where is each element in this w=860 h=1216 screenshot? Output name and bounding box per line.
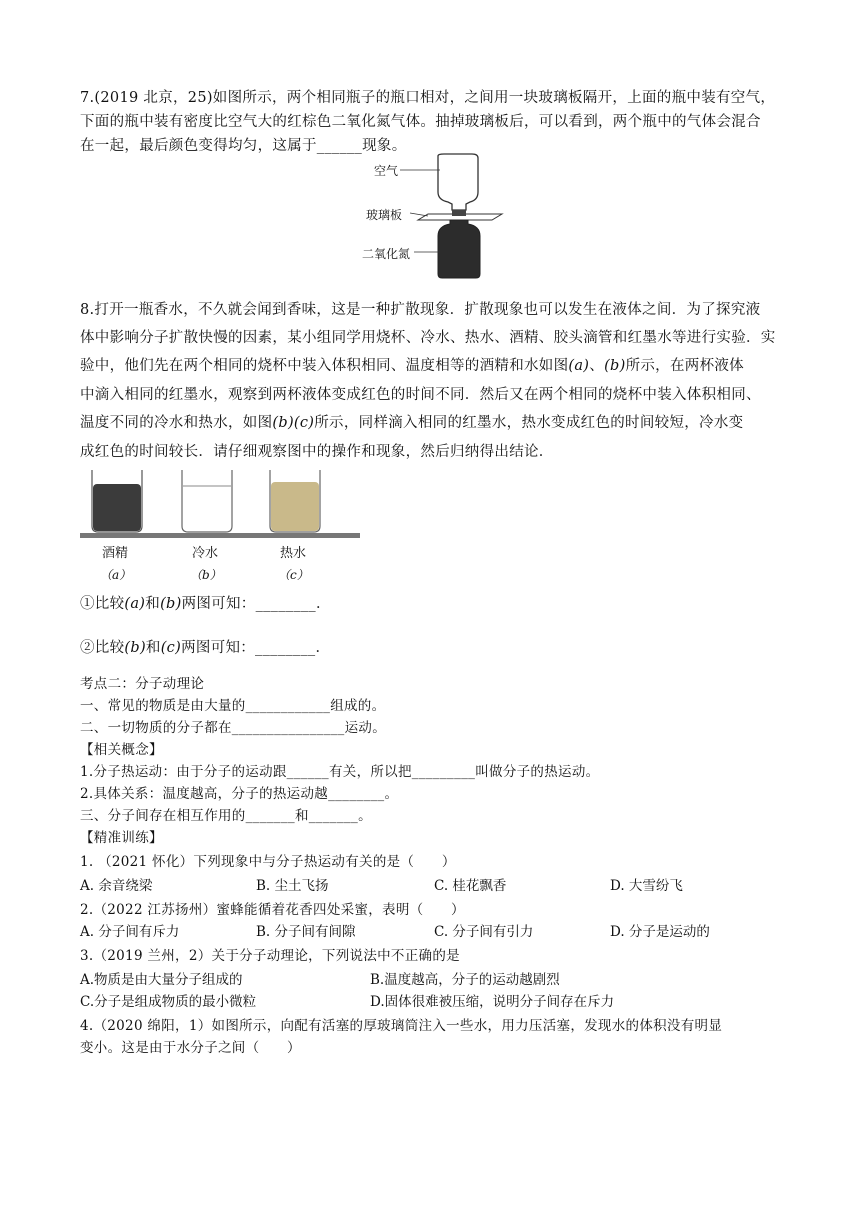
sub1-and: 和 (145, 596, 161, 612)
q8-fig-ref-bc: (b)(c) (272, 415, 315, 431)
q8-line-4: 中滴入相同的红墨水，观察到两杯液体变成红色的时间不同．然后又在两个相同的烧杯中装入体积相同、 (80, 387, 761, 403)
t3-option-a: A.物质是由大量分子组成的 (80, 972, 243, 988)
label-no2: 二氧化氮 (362, 247, 411, 261)
sub1-ref-a: (a) (124, 596, 146, 612)
q8-line-2: 体中影响分子扩散快慢的因素，某小组同学用烧杯、冷水、热水、酒精、胶头滴管和红墨水等进行实验．实 (80, 330, 776, 346)
beaker-c-label: 热水 (280, 546, 307, 561)
concept-header: 【相关概念】 (80, 742, 163, 758)
t2-stem: 2.（2022 江苏扬州）蜜蜂能循着花香四处采蜜，表明（ ） (80, 902, 465, 918)
label-glass-plate: 玻璃板 (366, 208, 403, 222)
beakers-figure (80, 466, 360, 584)
sub1-ref-b: (b) (160, 596, 182, 612)
t1-option-b: B. 尘土飞扬 (256, 878, 329, 894)
t3-option-d: D.固体很难被压缩，说明分子间存在斥力 (370, 994, 615, 1010)
q8-line-3 (80, 354, 744, 375)
sub2-prefix: ②比较 (80, 640, 125, 656)
q8-fig-ref-a: (a) (568, 358, 590, 374)
section-line-1: 一、常见的物质是由大量的____________组成的。 (80, 698, 386, 714)
section-title: 考点二：分子动理论 (80, 676, 205, 692)
t2-option-b: B. 分子间有间隙 (256, 924, 356, 940)
t2-option-a: A. 分子间有斥力 (80, 924, 180, 940)
t1-option-a: A. 余音绕梁 (80, 878, 153, 894)
t4-line-2: 变小。这是由于水分子之间（ ） (80, 1040, 301, 1056)
caption-b: （b） (190, 568, 222, 582)
t1-stem: 1. （2021 怀化）下列现象中与分子热运动有关的是（ ） (80, 854, 456, 870)
q8-line-5-text: 温度不同的冷水和热水，如图 (80, 415, 273, 431)
t2-option-d: D. 分子是运动的 (610, 924, 710, 940)
training-header: 【精准训练】 (80, 830, 163, 846)
q8-line-6: 成红色的时间较长．请仔细观察图中的操作和现象，然后归纳得出结论． (80, 444, 554, 460)
section-line-3: 三、分子间存在相互作用的_______和_______。 (80, 808, 372, 824)
t1-option-c: C. 桂花飘香 (434, 878, 507, 894)
t3-option-b: B.温度越高，分子的运动越剧烈 (370, 972, 560, 988)
t1-option-d: D. 大雪纷飞 (610, 878, 683, 894)
t3-option-c: C.分子是组成物质的最小微粒 (80, 994, 257, 1010)
sub2-ref-c: (c) (160, 640, 182, 656)
q8-line-5-tail: 所示，同样滴入相同的红墨水，热水变成红色的时间较短，冷水变 (314, 415, 744, 431)
section-line-2: 二、一切物质的分子都在________________运动。 (80, 720, 386, 736)
q8-line-5 (80, 411, 743, 432)
q8-sub-2 (80, 636, 330, 657)
sub1-tail: 两图可知：________． (181, 596, 331, 612)
beaker-b-label: 冷水 (192, 546, 219, 561)
q8-line-3-sep: 、 (589, 358, 605, 374)
q8-line-1: 8.打开一瓶香水，不久就会闻到香味，这是一种扩散现象．扩散现象也可以发生在液体之间．为了探究液 (80, 302, 761, 318)
t4-line-1: 4.（2020 绵阳，1）如图所示，向配有活塞的厚玻璃筒注入一些水，用力压活塞，发现水的体积没有明显 (80, 1018, 723, 1034)
beakers-diagram (80, 466, 360, 544)
sub1-prefix: ①比较 (80, 596, 125, 612)
q8-line-3-tail: 所示，在两杯液体 (625, 358, 744, 374)
sub2-ref-b: (b) (124, 640, 146, 656)
q8-line-3-text: 验中，他们先在两个相同的烧杯中装入体积相同、温度相等的酒精和水如图 (80, 358, 569, 374)
q7-line-2: 下面的瓶中装有密度比空气大的红棕色二氧化氮气体。抽掉玻璃板后，可以看到，两个瓶中的气体会混合 (80, 114, 761, 130)
sub2-tail: 两图可知：________． (181, 640, 331, 656)
label-air: 空气 (374, 164, 399, 178)
q8-sub-1 (80, 592, 331, 613)
sub2-and: 和 (145, 640, 161, 656)
beaker-a-label: 酒精 (102, 546, 129, 561)
t2-option-c: C. 分子间有引力 (434, 924, 534, 940)
q7-line-1: 7.(2019 北京，25)如图所示，两个相同瓶子的瓶口相对，之间用一块玻璃板隔开，上面的瓶中装有空气， (80, 90, 776, 106)
caption-a: （a） (100, 568, 132, 582)
bottles-figure (360, 152, 520, 282)
q8-fig-ref-b: (b) (604, 358, 626, 374)
caption-c: （c） (278, 568, 309, 582)
concept-line-1: 1.分子热运动：由于分子的运动跟______有关，所以把_________叫做分子的热运动。 (80, 764, 600, 780)
q7-line-3: 在一起，最后颜色变得均匀，这属于______现象。 (80, 138, 407, 154)
concept-line-2: 2.具体关系：温度越高，分子的热运动越________。 (80, 786, 399, 802)
t3-stem: 3.（2019 兰州，2）关于分子动理论，下列说法中不正确的是 (80, 948, 460, 964)
